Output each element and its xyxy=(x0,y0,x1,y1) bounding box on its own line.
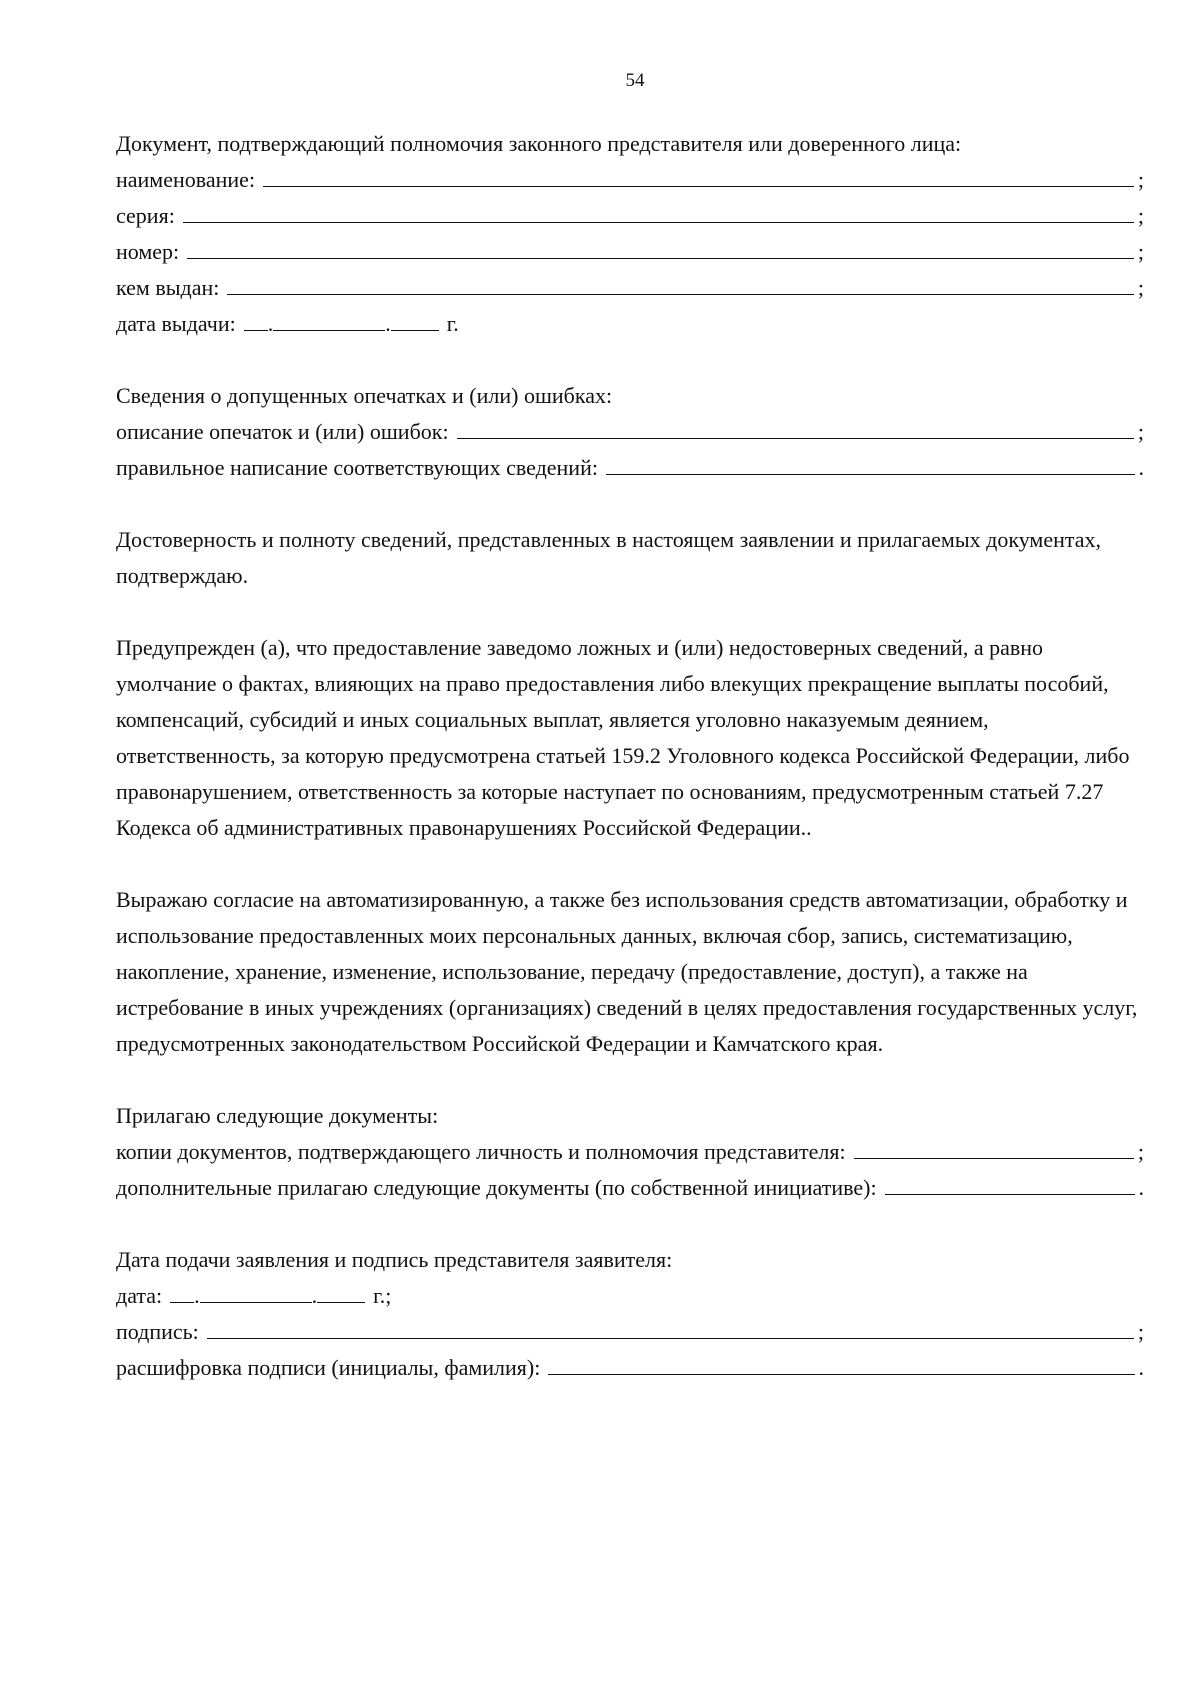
issue-date-month-field[interactable] xyxy=(273,308,385,331)
doc-name-row xyxy=(116,162,1144,198)
signature-date-year-suffix: г.; xyxy=(373,1283,392,1308)
attachments-additional-label: дополнительные прилагаю следующие документы (по собственной инициативе): xyxy=(116,1175,877,1200)
issue-date-year-suffix: г. xyxy=(446,311,459,336)
representative-doc-heading: Документ, подтверждающий полномочия законного представителя или доверенного лица: xyxy=(116,131,962,156)
doc-name-field[interactable] xyxy=(263,164,1134,187)
issue-date-day-field[interactable] xyxy=(244,308,268,331)
signature-date-year-field[interactable] xyxy=(317,1280,365,1303)
errors-description-row xyxy=(116,414,1144,450)
form-content xyxy=(116,126,1144,1386)
signature-terminator: ; xyxy=(1137,1319,1144,1344)
doc-issue-date-label: дата выдачи: xyxy=(116,311,236,336)
errors-correct-row xyxy=(116,450,1144,486)
warning-paragraph: Предупрежден (а), что предоставление заведомо ложных и (или) недостоверных сведений, а равно умолчание о фактах, влияющих на право предоставления либо влекущих прекращение выплаты пособий, компенсаций, субсидий и иных социальных выплат, является уголовно наказуемым деянием, ответственность, за которую предусмотрена статьей 159.2 Уголовного кодекса Российской Федерации, либо правонарушением, ответственность за которые наступает по основаниям, предусмотренным статьей 7.27 Кодекса об административных правонарушениях Российской Федерации.. xyxy=(116,635,1130,840)
doc-number-terminator: ; xyxy=(1137,239,1144,264)
signature-field[interactable] xyxy=(207,1316,1134,1339)
doc-name-label: наименование: xyxy=(116,167,256,192)
consent-paragraph: Выражаю согласие на автоматизированную, а также без использования средств автоматизации, обработку и использование предоставленных моих персональных данных, включая сбор, запись, систематизацию, накопление, хранение, изменение, использование, передачу (предоставление, доступ), а также на истребование в иных учреждениях (организациях) сведений в целях предоставления государственных услуг, предусмотренных законодательством Российской Федерации и Камчатского края. xyxy=(116,887,1138,1056)
errors-correct-label: правильное написание соответствующих сведений: xyxy=(116,455,598,480)
doc-number-field[interactable] xyxy=(187,236,1134,259)
attachments-additional-terminator: . xyxy=(1138,1175,1144,1200)
errors-correct-terminator: . xyxy=(1138,455,1144,480)
signature-date-month-field[interactable] xyxy=(200,1280,312,1303)
signature-row xyxy=(116,1314,1144,1350)
errors-description-terminator: ; xyxy=(1137,419,1144,444)
signature-decoding-field[interactable] xyxy=(548,1352,1134,1375)
doc-issued-by-row xyxy=(116,270,1144,306)
page-number: 54 xyxy=(625,70,645,91)
date-separator: . xyxy=(194,1283,200,1308)
doc-series-label: серия: xyxy=(116,203,175,228)
doc-series-field[interactable] xyxy=(183,200,1134,223)
errors-description-label: описание опечаток и (или) ошибок: xyxy=(116,419,449,444)
attachments-copies-row xyxy=(116,1134,1144,1170)
doc-series-terminator: ; xyxy=(1137,203,1144,228)
confirmation-paragraph: Достоверность и полноту сведений, представленных в настоящем заявлении и прилагаемых документах, подтверждаю. xyxy=(116,527,1102,588)
attachments-copies-terminator: ; xyxy=(1137,1139,1144,1164)
errors-heading: Сведения о допущенных опечатках и (или) ошибках: xyxy=(116,383,613,408)
attachments-heading: Прилагаю следующие документы: xyxy=(116,1103,439,1128)
signature-date-row xyxy=(116,1278,1144,1314)
doc-issued-by-terminator: ; xyxy=(1137,275,1144,300)
doc-number-row xyxy=(116,234,1144,270)
signature-heading: Дата подачи заявления и подпись представителя заявителя: xyxy=(116,1247,673,1272)
doc-number-label: номер: xyxy=(116,239,180,264)
doc-issued-by-label: кем выдан: xyxy=(116,275,220,300)
attachments-additional-field[interactable] xyxy=(885,1172,1135,1195)
signature-decoding-row xyxy=(116,1350,1144,1386)
doc-series-row xyxy=(116,198,1144,234)
doc-issue-date-row xyxy=(116,306,1144,342)
errors-correct-field[interactable] xyxy=(606,452,1135,475)
signature-label: подпись: xyxy=(116,1319,199,1344)
errors-description-field[interactable] xyxy=(457,416,1134,439)
attachments-additional-row xyxy=(116,1170,1144,1206)
signature-decoding-label: расшифровка подписи (инициалы, фамилия): xyxy=(116,1355,541,1380)
signature-date-day-field[interactable] xyxy=(170,1280,194,1303)
date-separator: . xyxy=(267,311,274,336)
signature-decoding-terminator: . xyxy=(1138,1355,1144,1380)
issue-date-year-field[interactable] xyxy=(391,308,439,331)
doc-name-terminator: ; xyxy=(1137,167,1144,192)
attachments-copies-label: копии документов, подтверждающего личность и полномочия представителя: xyxy=(116,1139,846,1164)
doc-issued-by-field[interactable] xyxy=(227,272,1134,295)
date-separator: . xyxy=(311,1283,318,1308)
signature-date-label: дата: xyxy=(116,1283,163,1308)
date-separator: . xyxy=(385,311,391,336)
attachments-copies-field[interactable] xyxy=(854,1136,1134,1159)
